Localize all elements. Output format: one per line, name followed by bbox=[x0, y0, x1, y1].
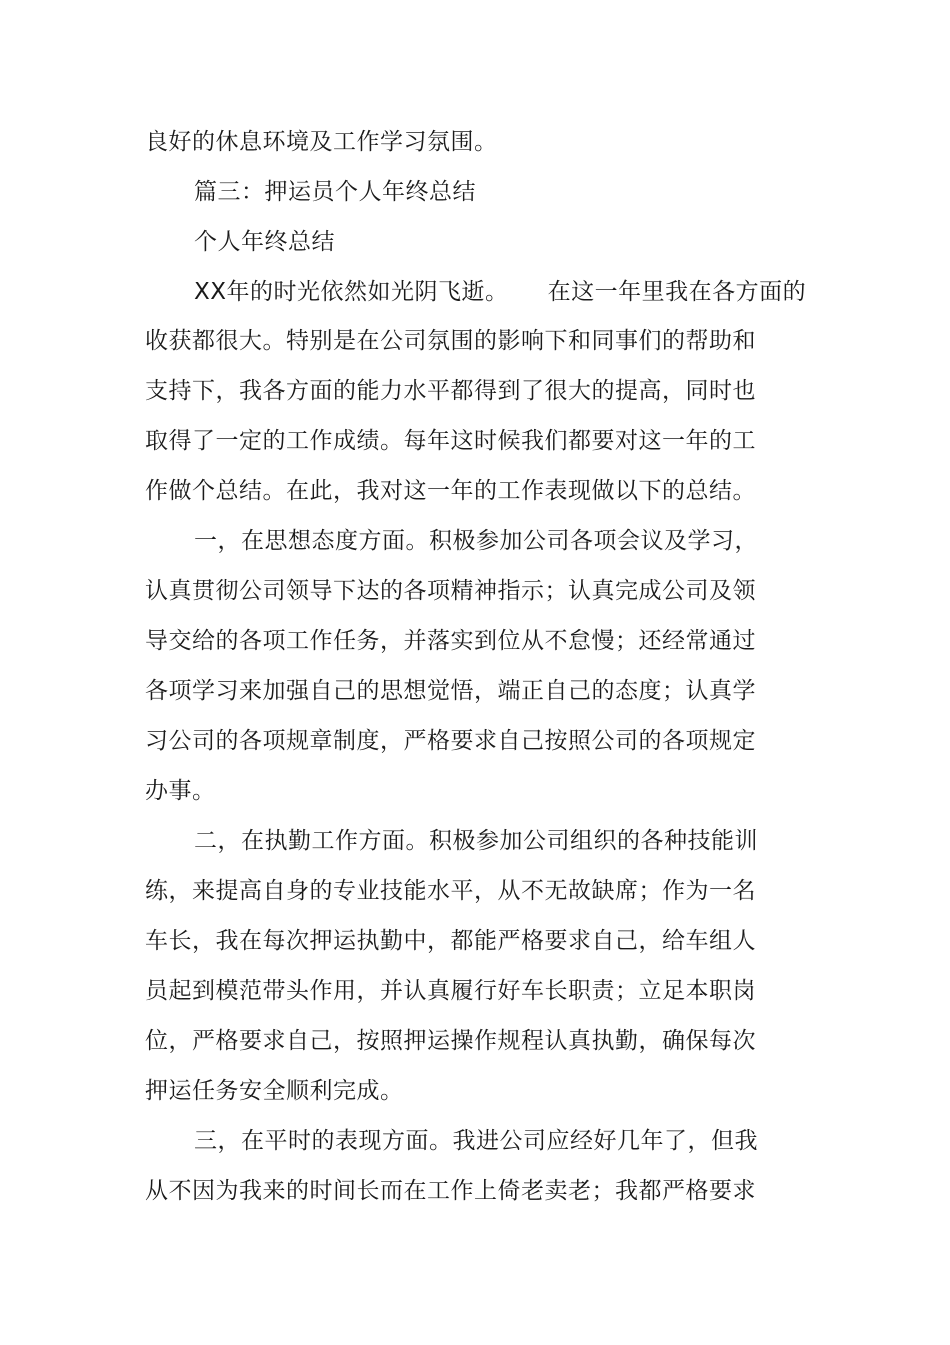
text-line: 作做个总结。在此，我对这一年的工作表现做以下的总结。 bbox=[145, 478, 756, 504]
text-line: 员起到模范带头作用，并认真履行好车长职责；立足本职岗 bbox=[145, 978, 756, 1004]
text-line: 押运任务安全顺利完成。 bbox=[145, 1078, 404, 1104]
text-line: 位，严格要求自己，按照押运操作规程认真执勤，确保每次 bbox=[145, 1028, 756, 1054]
section-heading: 篇三：押运员个人年终总结 bbox=[194, 179, 476, 205]
text-line: 二，在执勤工作方面。积极参加公司组织的各种技能训 bbox=[194, 828, 758, 854]
text-line: 从不因为我来的时间长而在工作上倚老卖老；我都严格要求 bbox=[145, 1178, 756, 1204]
text-line: 取得了一定的工作成绩。每年这时候我们都要对这一年的工 bbox=[145, 428, 756, 454]
document-title: 个人年终总结 bbox=[194, 229, 335, 255]
text-line: 收获都很大。特别是在公司氛围的影响下和同事们的帮助和 bbox=[145, 328, 756, 354]
text-line: 一，在思想态度方面。积极参加公司各项会议及学习， bbox=[194, 528, 758, 554]
text-line: 各项学习来加强自己的思想觉悟，端正自己的态度；认真学 bbox=[145, 678, 756, 704]
text-line: XX年的时光依然如光阴飞逝。 在这一年里我在各方面的 bbox=[194, 279, 807, 305]
text-line: 三，在平时的表现方面。我进公司应经好几年了，但我 bbox=[194, 1128, 758, 1154]
text-line: 良好的休息环境及工作学习氛围。 bbox=[145, 129, 498, 155]
text-line: 习公司的各项规章制度，严格要求自己按照公司的各项规定 bbox=[145, 728, 756, 754]
text-line: 办事。 bbox=[145, 778, 216, 804]
text-line: 支持下，我各方面的能力水平都得到了很大的提高，同时也 bbox=[145, 378, 756, 404]
text-line: 车长，我在每次押运执勤中，都能严格要求自己，给车组人 bbox=[145, 928, 756, 954]
text-line: 认真贯彻公司领导下达的各项精神指示；认真完成公司及领 bbox=[145, 578, 756, 604]
text-line: 练，来提高自身的专业技能水平，从不无故缺席；作为一名 bbox=[145, 878, 756, 904]
text-line: 导交给的各项工作任务，并落实到位从不怠慢；还经常通过 bbox=[145, 628, 756, 654]
